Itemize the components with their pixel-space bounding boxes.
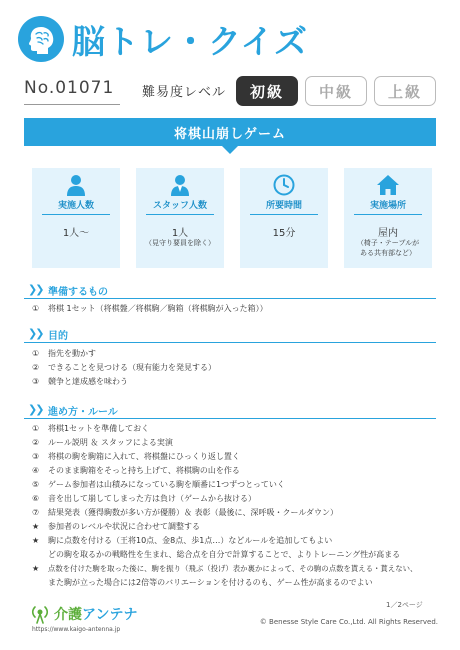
card-divider xyxy=(354,214,422,215)
page-number: 1／2ページ xyxy=(386,601,423,609)
level-intermediate-badge: 中級 xyxy=(305,76,367,106)
logo-text-prefix: 介護 xyxy=(54,607,82,623)
card-label: 所要時間 xyxy=(265,201,302,211)
list-item: ② ルール説明 ＆ スタッフによる実演 xyxy=(32,438,173,447)
card-value: 1人～ xyxy=(62,228,90,239)
card-divider xyxy=(146,214,214,215)
game-title-bar xyxy=(24,118,436,146)
list-item: ⑦ 結果発表（獲得駒数が多い方が優勝）＆ 表彰（最後に、深呼吸・クールダウン） xyxy=(32,508,339,517)
list-item: ③ 競争と達成感を味わう xyxy=(32,377,128,386)
list-item: ① 指先を動かす xyxy=(32,349,96,358)
card-duration xyxy=(240,168,328,268)
list-item-continued: また駒が立った場合には2倍等のバリエーションを付けるのも、ゲーム性が高まるのでよい xyxy=(48,578,373,587)
card-divider xyxy=(250,214,318,215)
card-divider xyxy=(42,214,110,215)
card-value: 屋内 xyxy=(378,228,398,239)
meta-row xyxy=(24,76,436,106)
list-item: ★ 点数を付けた駒を取った後に、駒を振り（飛ぶ（投げ）表か裏かによって、その駒の点数を貰える・貰えない、 xyxy=(32,564,418,573)
clock-icon xyxy=(240,174,328,198)
logo-text-suffix: アンテナ xyxy=(82,607,138,623)
card-staff xyxy=(136,168,224,268)
section-rules-header xyxy=(24,402,436,418)
level-advanced-badge: 上級 xyxy=(374,76,436,106)
list-item: ★ 駒に点数を付ける（王将10点、金8点、歩1点…）などルールを追加してもよい xyxy=(32,536,333,545)
staff-icon xyxy=(136,174,224,198)
card-note: （椅子・テーブルが ある共有部など） xyxy=(356,239,420,257)
double-chevron-icon: ❯❯ xyxy=(28,283,43,296)
kaigo-antenna-logo xyxy=(30,604,137,624)
section-rule xyxy=(24,342,436,343)
list-item: ② できることを見つける（現有能力を発見する） xyxy=(32,363,216,372)
section-rule xyxy=(24,418,436,419)
list-item: ⑤ ゲーム参加者は山積みになっている駒を順番に1つずつとっていく xyxy=(32,480,285,489)
number-underline xyxy=(24,104,120,105)
section-title: 準備するもの xyxy=(48,287,108,298)
section-title: 目的 xyxy=(48,331,68,342)
difficulty-label: 難易度レベル xyxy=(142,85,227,100)
section-purpose-header xyxy=(24,326,436,342)
site-url[interactable]: https://www.kaigo-antenna.jp xyxy=(32,626,121,633)
card-value: 1人 xyxy=(171,228,189,239)
section-title: 進め方・ルール xyxy=(48,407,118,418)
game-title: 将棋山崩しゲーム xyxy=(173,126,286,142)
list-item: ③ 将棋の駒を駒箱に入れて、将棋盤にひっくり返し置く xyxy=(32,452,240,461)
card-location xyxy=(344,168,432,268)
person-icon xyxy=(32,174,120,198)
page-header xyxy=(18,16,438,62)
section-rule xyxy=(24,298,436,299)
level-beginner-badge: 初級 xyxy=(236,76,298,106)
card-participants xyxy=(32,168,120,268)
list-item: ① 将棋1セットを準備しておく xyxy=(32,424,150,433)
list-item: ④ そのまま駒箱をそっと持ち上げて、将棋駒の山を作る xyxy=(32,466,240,475)
double-chevron-icon: ❯❯ xyxy=(28,403,43,416)
info-cards xyxy=(32,168,432,268)
card-note: （見守り要員を除く） xyxy=(145,239,215,247)
antenna-icon xyxy=(30,604,50,624)
purpose-list xyxy=(32,347,436,389)
card-label: スタッフ人数 xyxy=(152,201,207,211)
list-item-continued: どの駒を取るかの戦略性を生まれ、総合点を自分で計算することで、よりトレーニング性が高まる xyxy=(48,550,401,559)
page-title: 脳トレ・クイズ xyxy=(72,21,309,61)
prep-list xyxy=(32,302,436,316)
card-label: 実施場所 xyxy=(369,201,406,211)
double-chevron-icon: ❯❯ xyxy=(28,327,43,340)
house-icon xyxy=(344,174,432,198)
quiz-number: No.01071 xyxy=(24,78,115,98)
section-prep-header xyxy=(24,282,436,298)
card-label: 実施人数 xyxy=(57,201,94,211)
list-item: ① 将棋 1セット（将棋盤／将棋駒／駒箱（将棋駒が入った箱）） xyxy=(32,304,268,313)
card-value: 15分 xyxy=(272,228,296,239)
game-title-pointer xyxy=(222,146,238,154)
copyright: © Benesse Style Care Co.,Ltd. All Rights Reserved. xyxy=(259,618,438,626)
list-item: ★ 参加者のレベルや状況に合わせて調整する xyxy=(32,522,200,531)
list-item: ⑥ 音を出して崩してしまった方は負け（ゲームから抜ける） xyxy=(32,494,256,503)
brain-head-icon xyxy=(18,16,64,62)
rules-list xyxy=(32,422,436,590)
